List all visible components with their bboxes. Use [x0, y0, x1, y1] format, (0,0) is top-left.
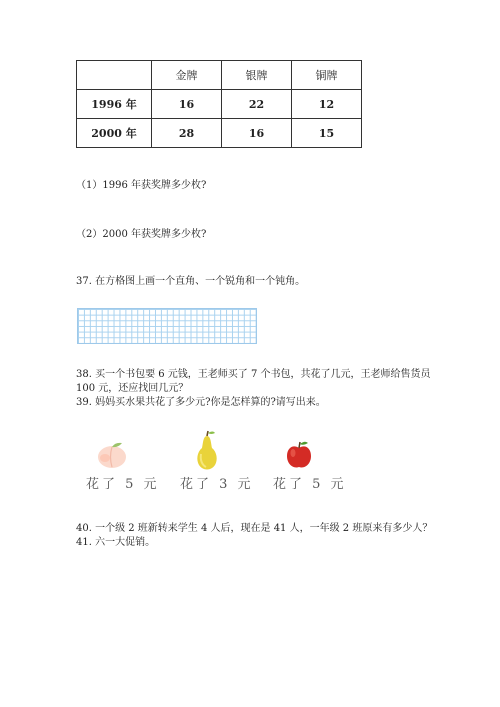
table-cell-year: 2000 年	[77, 119, 152, 148]
table-cell-year: 1996 年	[77, 90, 152, 119]
fruit-price-label: 花了 5 元	[273, 477, 347, 492]
square-grid[interactable]	[77, 308, 257, 344]
peach-icon	[95, 440, 129, 470]
table-cell-silver: 22	[222, 90, 292, 119]
question-38-line-1: 38. 买一个书包要 6 元钱，王老师买了 7 个书包，共花了几元，王老师给售货员	[76, 369, 431, 380]
pear-icon	[192, 430, 222, 472]
question-41: 41. 六一大促销。	[76, 537, 156, 548]
table-row	[77, 119, 362, 148]
table-row	[77, 90, 362, 119]
table-header-cell: 铜牌	[292, 61, 362, 90]
table-header-cell: 金牌	[152, 61, 222, 90]
question-39: 39. 妈妈买水果共花了多少元?你是怎样算的?请写出来。	[76, 397, 326, 408]
table-cell-bronze: 15	[292, 119, 362, 148]
question-1: （1）1996 年获奖牌多少枚?	[76, 180, 207, 191]
question-2: （2）2000 年获奖牌多少枚?	[76, 229, 207, 240]
question-40: 40. 一个级 2 班新转来学生 4 人后，现在是 41 人，一年级 2 班原来有多少人？	[76, 523, 433, 534]
table-cell-bronze: 12	[292, 90, 362, 119]
table-header-row	[77, 61, 362, 90]
table-cell-gold: 28	[152, 119, 222, 148]
table-cell-gold: 16	[152, 90, 222, 119]
apple-icon	[285, 440, 313, 470]
table-cell-silver: 16	[222, 119, 292, 148]
question-37: 37. 在方格图上画一个直角、一个锐角和一个钝角。	[76, 276, 306, 287]
fruit-price-label: 花了 3 元	[180, 477, 254, 492]
table-header-cell	[77, 61, 152, 90]
fruit-price-label: 花了 5 元	[86, 477, 160, 492]
medal-table	[76, 60, 362, 148]
table-header-cell: 银牌	[222, 61, 292, 90]
question-38-line-2: 100 元，还应找回几元？	[76, 383, 189, 394]
